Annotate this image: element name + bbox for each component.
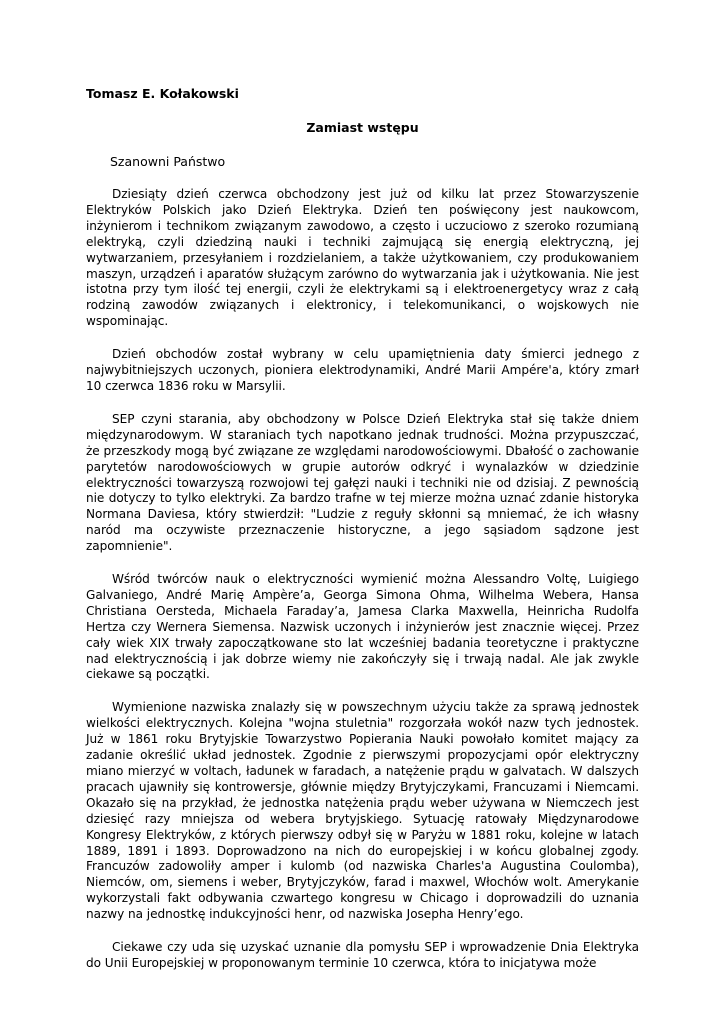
paragraph-3: SEP czyni starania, aby obchodzony w Polsce Dzień Elektryka stał się także dniem międzynarodowym. W staraniach tych napotkano jednak trudności. Można przypuszczać, że przeszkody mogą być związane ze względami narodowościowymi. Dbałość o zachowanie parytetów narodowościowych w grupie autorów odkryć i wynalazków w dziedzinie elektryczności towarzyszą rozwojowi tej gałęzi nauki i techniki nie od dzisiaj. Z pewnością nie dotyczy to tylko elektryki. Za bardzo trafne w tej mierze można uznać zdanie historyka Normana Daviesa, który stwierdził: "Ludzie z reguły skłonni są mniemać, że ich własny naród ma oczywiste przeznaczenie historyczne, a jego sąsiadom sądzone jest zapomnienie".: [86, 411, 639, 554]
paragraph-5: Wymienione nazwiska znalazły się w powszechnym użyciu także za sprawą jednostek wielkości elektrycznych. Kolejna "wojna stuletnia" rozgorzała wokół nazw tych jednostek. Już w 1861 roku Brytyjskie Towarzystwo Popierania Nauki powołało komitet mający za zadanie określić układ jednostek. Zgodnie z pierwszymi propozycjami opór elektryczny miano mierzyć w voltach, ładunek w faradach, a natężenie prądu w galvatach. W dalszych pracach ujawniły się kontrowersje, głównie między Brytyjczykami, Francuzami i Niemcami. Okazało się na przykład, że jednostka natężenia prądu weber używana w Niemczech jest dziesięć razy mniejsza od webera brytyjskiego. Sytuację ratowały Międzynarodowe Kongresy Elektryków, z których pierwszy odbył się w Paryżu w 1881 roku, kolejne w latach 1889, 1891 i 1893. Doprowadzono na nich do europejskiej i w końcu globalnej zgody. Francuzów zadowoliły amper i kulomb (od nazwiska Charles'a Augustina Coulomba), Niemców, om, siemens i weber, Brytyjczyków, farad i maxwel, Włochów wolt. Amerykanie wykorzystali fakt odbywania czwartego kongresu w Chicago i doprowadzili do uznania nazwy na jednostkę indukcyjności henr, od nazwiska Josepha Henry’ego.: [86, 700, 639, 922]
paragraph-2: Dzień obchodów został wybrany w celu upamiętnienia daty śmierci jednego z najwybitniejszych uczonych, pioniera elektrodynamiki, André Marii Ampére'a, który zmarł 10 czerwca 1836 roku w Marsylii.: [86, 347, 639, 393]
paragraph-6: Ciekawe czy uda się uzyskać uznanie dla pomysłu SEP i wprowadzenie Dnia Elektryka do Unii Europejskiej w proponowanym terminie 10 czerwca, która to inicjatywa może: [86, 940, 639, 970]
author-name: Tomasz E. Kołakowski: [86, 86, 239, 101]
document-page: [86, 86, 639, 972]
document-title: Zamiast wstępu: [306, 120, 419, 135]
salutation: Szanowni Państwo: [110, 154, 226, 169]
paragraph-1: Dziesiąty dzień czerwca obchodzony jest już od kilku lat przez Stowarzyszenie Elektryków Polskich jako Dzień Elektryka. Dzień ten poświęcony jest naukowcom, inżynierom i technikom związanym zawodowo, a często i uczuciowo z szeroko rozumianą elektryką, czyli dziedziną nauki i techniki zajmującą się energią elektryczną, jej wytwarzaniem, przesyłaniem i rozdzielaniem, a także użytkowaniem, czy produkowaniem maszyn, urządzeń i aparatów służącym zarówno do wytwarzania jak i użytkowania. Nie jest istotna przy tym ilość tej energii, czyli że elektrykami są i elektroenergetycy wraz z całą rodziną zawodów związanych i elektronicy, i telekomunikanci, o wojskowych nie wspominając.: [86, 187, 639, 329]
paragraph-4: Wśród twórców nauk o elektryczności wymienić można Alessandro Voltę, Luigiego Galvaniego, André Marię Ampère’a, Georga Simona Ohma, Wilhelma Webera, Hansa Christiana Oersteda, Michaela Faraday’a, Jamesa Clarka Maxwella, Heinricha Rudolfa Hertza czy Wernera Siemensa. Nazwisk uczonych i inżynierów jest znacznie więcej. Przez cały wiek XIX trwały zapoczątkowane sto lat wcześniej badania teoretyczne i praktyczne nad elektrycznością i jak dobrze wiemy nie zakończyły się i trwają nadal. Ale jak zwykle ciekawe są początki.: [86, 572, 639, 682]
